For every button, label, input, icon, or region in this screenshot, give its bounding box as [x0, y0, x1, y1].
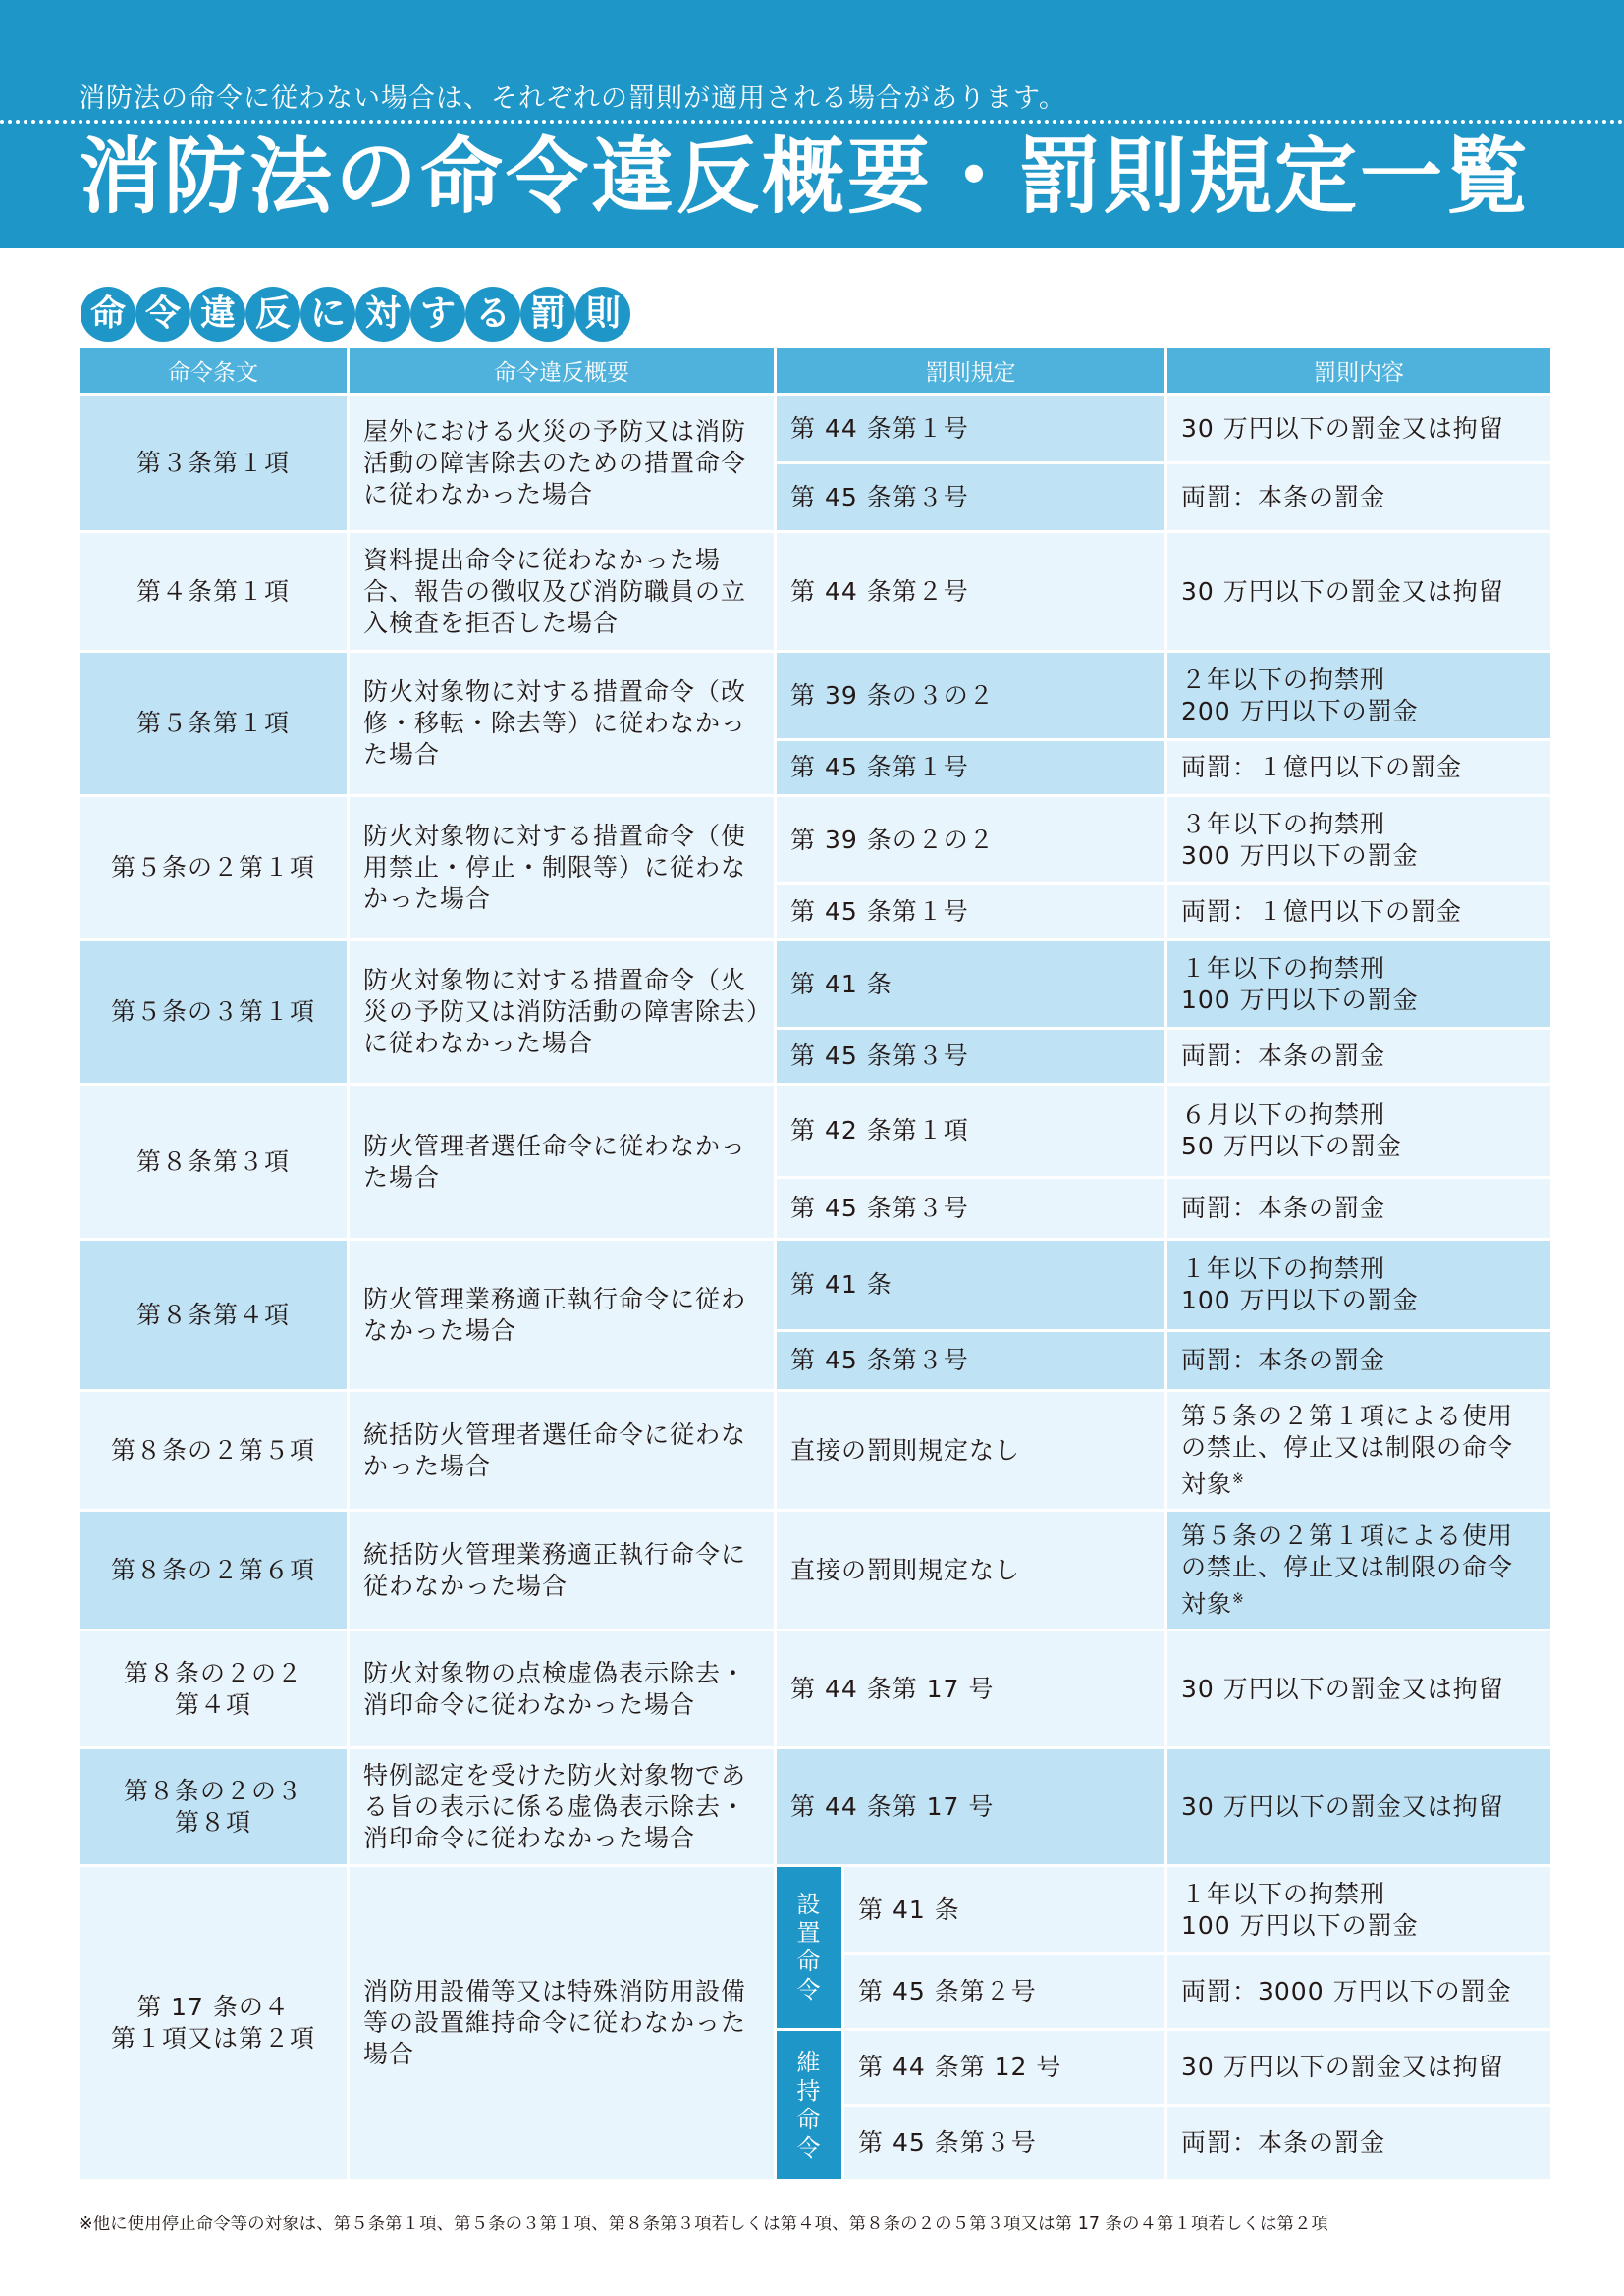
table-row — [80, 533, 1550, 650]
heading-char: 則 — [575, 287, 630, 342]
article-line: 第４項 — [174, 1689, 251, 1719]
table-row — [80, 797, 1550, 882]
heading-char: る — [465, 287, 520, 342]
heading-char: 命 — [81, 287, 135, 342]
summary-cell: 統括防火管理者選任命令に従わなかった場合 — [350, 1392, 774, 1509]
column-header: 命令違反概要 — [350, 348, 774, 393]
page-header — [0, 0, 1624, 248]
rule-cell: 第 44 条第１号 — [777, 396, 1164, 461]
heading-char: に — [300, 287, 355, 342]
content-cell: 30 万円以下の罰金又は拘留 — [1167, 2031, 1550, 2104]
summary-cell: 屋外における火災の予防又は消防活動の障害除去のための措置命令に従わなかった場合 — [350, 396, 774, 530]
footnote: ※他に使用停止命令等の対象は、第５条第１項、第５条の３第１項、第８条第３項若しくは第４項、第８条の２の５第３項又は第 17 条の４第１項若しくは第２項 — [79, 2215, 1329, 2234]
summary-cell: 防火管理者選任命令に従わなかった場合 — [350, 1086, 774, 1238]
rule-cell: 第 45 条第３号 — [777, 464, 1164, 530]
content-line: ６月以下の拘禁刑 — [1181, 1100, 1386, 1129]
table-row — [80, 1867, 1550, 1952]
rule-cell: 第 45 条第１号 — [777, 741, 1164, 794]
table-header-row — [80, 348, 1550, 393]
table-row — [80, 1241, 1550, 1329]
summary-cell: 防火管理業務適正執行命令に従わなかった場合 — [350, 1241, 774, 1389]
summary-cell: 防火対象物に対する措置命令（使用禁止・停止・制限等）に従わなかった場合 — [350, 797, 774, 938]
rule-cell: 第 44 条第２号 — [777, 533, 1164, 650]
content-cell — [1167, 1512, 1550, 1629]
content-line: １年以下の拘禁刑 — [1181, 1879, 1386, 1908]
rule-cell: 第 39 条の３の２ — [777, 653, 1164, 738]
rule-cell: 第 41 条 — [777, 1241, 1164, 1329]
content-line: ３年以下の拘禁刑 — [1181, 809, 1386, 838]
table-row — [80, 396, 1550, 461]
article-line: 第１項又は第２項 — [110, 2024, 315, 2053]
article-cell: 第８条の２第５項 — [80, 1392, 347, 1509]
summary-cell: 防火対象物の点検虚偽表示除去・消印命令に従わなかった場合 — [350, 1631, 774, 1746]
article-line: 第 17 条の４ — [136, 1993, 290, 2021]
article-cell: 第３条第１項 — [80, 396, 347, 530]
content-cell: 両罰：本条の罰金 — [1167, 1179, 1550, 1238]
heading-char: 罰 — [520, 287, 575, 342]
content-cell — [1167, 1086, 1550, 1176]
rule-cell: 第 45 条第２号 — [844, 1955, 1164, 2028]
content-cell: 30 万円以下の罰金又は拘留 — [1167, 533, 1550, 650]
vertical-char: 置 — [796, 1919, 822, 1947]
dotted-divider — [0, 120, 1624, 124]
vertical-char: 命 — [796, 1948, 822, 1975]
table-row — [80, 1392, 1550, 1509]
article-cell: 第５条の２第１項 — [80, 797, 347, 938]
heading-char: 違 — [190, 287, 245, 342]
content-cell: 両罰：本条の罰金 — [1167, 1030, 1550, 1083]
rule-cell: 第 41 条 — [844, 1867, 1164, 1952]
content-cell — [1167, 653, 1550, 738]
content-cell: 30 万円以下の罰金又は拘留 — [1167, 1631, 1550, 1746]
table-row — [80, 1749, 1550, 1864]
content-line: 100 万円以下の罰金 — [1181, 985, 1419, 1014]
article-cell: 第８条第４項 — [80, 1241, 347, 1389]
rule-cell: 第 45 条第３号 — [777, 1179, 1164, 1238]
heading-char: 反 — [245, 287, 300, 342]
article-cell — [80, 1867, 347, 2179]
content-cell: 両罰：本条の罰金 — [1167, 1332, 1550, 1389]
content-cell — [1167, 1867, 1550, 1952]
content-line: １年以下の拘禁刑 — [1181, 1255, 1386, 1283]
table-row — [80, 653, 1550, 738]
rule-cell: 第 45 条第１号 — [777, 885, 1164, 938]
maintenance-order-label — [777, 2031, 841, 2179]
content-line: １年以下の拘禁刑 — [1181, 953, 1386, 983]
heading-char: 対 — [355, 287, 410, 342]
content-cell: 両罰：本条の罰金 — [1167, 2107, 1550, 2179]
table-row — [80, 1086, 1550, 1176]
content-cell — [1167, 1392, 1550, 1509]
rule-cell: 第 39 条の２の２ — [777, 797, 1164, 882]
rule-cell: 第 45 条第３号 — [844, 2107, 1164, 2179]
content-line: 300 万円以下の罰金 — [1181, 840, 1419, 870]
content-line: ２年以下の拘禁刑 — [1181, 665, 1386, 694]
article-cell — [80, 1631, 347, 1746]
installation-order-label — [777, 1867, 841, 2028]
heading-char: す — [410, 287, 465, 342]
table-row — [80, 1512, 1550, 1629]
footnote-mark: ※ — [1232, 1470, 1245, 1487]
penalty-table — [77, 346, 1553, 2182]
content-cell: 30 万円以下の罰金又は拘留 — [1167, 1749, 1550, 1864]
content-line: 第５条の２第１項による使用の禁止、停止又は制限の命令対象 — [1181, 1401, 1514, 1499]
rule-cell: 第 44 条第 12 号 — [844, 2031, 1164, 2104]
content-line: 第５条の２第１項による使用の禁止、停止又は制限の命令対象 — [1181, 1521, 1514, 1619]
content-cell — [1167, 797, 1550, 882]
article-line: 第８条の２の２ — [123, 1658, 302, 1687]
summary-cell: 特例認定を受けた防火対象物である旨の表示に係る虚偽表示除去・消印命令に従わなかった場合 — [350, 1749, 774, 1864]
rule-cell: 第 45 条第３号 — [777, 1030, 1164, 1083]
header-subtitle: 消防法の命令に従わない場合は、それぞれの罰則が適用される場合があります。 — [79, 83, 1066, 114]
column-header: 命令条文 — [80, 348, 347, 393]
rule-cell: 第 41 条 — [777, 941, 1164, 1027]
content-cell: 30 万円以下の罰金又は拘留 — [1167, 396, 1550, 461]
article-cell: 第８条の２第６項 — [80, 1512, 347, 1629]
vertical-char: 令 — [796, 2133, 822, 2162]
vertical-char: 令 — [796, 1976, 822, 2003]
summary-cell: 消防用設備等又は特殊消防用設備等の設置維持命令に従わなかった場合 — [350, 1867, 774, 2179]
content-cell — [1167, 1241, 1550, 1329]
content-cell: 両罰：１億円以下の罰金 — [1167, 885, 1550, 938]
table-row — [80, 941, 1550, 1027]
rule-cell: 直接の罰則規定なし — [777, 1392, 1164, 1509]
article-line: 第８項 — [174, 1807, 251, 1837]
vertical-char: 持 — [796, 2076, 822, 2105]
rule-cell: 第 45 条第３号 — [777, 1332, 1164, 1389]
content-cell: 両罰：本条の罰金 — [1167, 464, 1550, 530]
footnote-mark: ※ — [1232, 1590, 1245, 1607]
content-cell: 両罰：3000 万円以下の罰金 — [1167, 1955, 1550, 2028]
content-line: 100 万円以下の罰金 — [1181, 1286, 1419, 1314]
page-title: 消防法の命令違反概要・罰則規定一覧 — [79, 129, 1532, 225]
column-header: 罰則内容 — [1167, 348, 1550, 393]
heading-char: 令 — [135, 287, 190, 342]
rule-cell: 直接の罰則規定なし — [777, 1512, 1164, 1629]
summary-cell: 防火対象物に対する措置命令（改修・移転・除去等）に従わなかった場合 — [350, 653, 774, 794]
column-header: 罰則規定 — [777, 348, 1164, 393]
content-line: 50 万円以下の罰金 — [1181, 1132, 1402, 1160]
rule-cell: 第 44 条第 17 号 — [777, 1749, 1164, 1864]
summary-cell: 統括防火管理業務適正執行命令に従わなかった場合 — [350, 1512, 774, 1629]
content-line: 200 万円以下の罰金 — [1181, 696, 1419, 725]
content-cell: 両罰：１億円以下の罰金 — [1167, 741, 1550, 794]
vertical-char: 設 — [796, 1891, 822, 1918]
article-cell: 第５条第１項 — [80, 653, 347, 794]
content-line: 100 万円以下の罰金 — [1181, 1910, 1419, 1940]
rule-cell: 第 44 条第 17 号 — [777, 1631, 1164, 1746]
content-cell — [1167, 941, 1550, 1027]
rule-cell: 第 42 条第１項 — [777, 1086, 1164, 1176]
section-heading — [81, 287, 630, 342]
article-line: 第８条の２の３ — [123, 1776, 302, 1805]
article-cell: 第４条第１項 — [80, 533, 347, 650]
article-cell: 第５条の３第１項 — [80, 941, 347, 1083]
summary-cell: 防火対象物に対する措置命令（火災の予防又は消防活動の障害除去）に従わなかった場合 — [350, 941, 774, 1083]
article-cell — [80, 1749, 347, 1864]
vertical-char: 維 — [796, 2048, 822, 2076]
table-row — [80, 1631, 1550, 1746]
summary-cell: 資料提出命令に従わなかった場合、報告の徴収及び消防職員の立入検査を拒否した場合 — [350, 533, 774, 650]
vertical-char: 命 — [796, 2105, 822, 2133]
article-cell: 第８条第３項 — [80, 1086, 347, 1238]
